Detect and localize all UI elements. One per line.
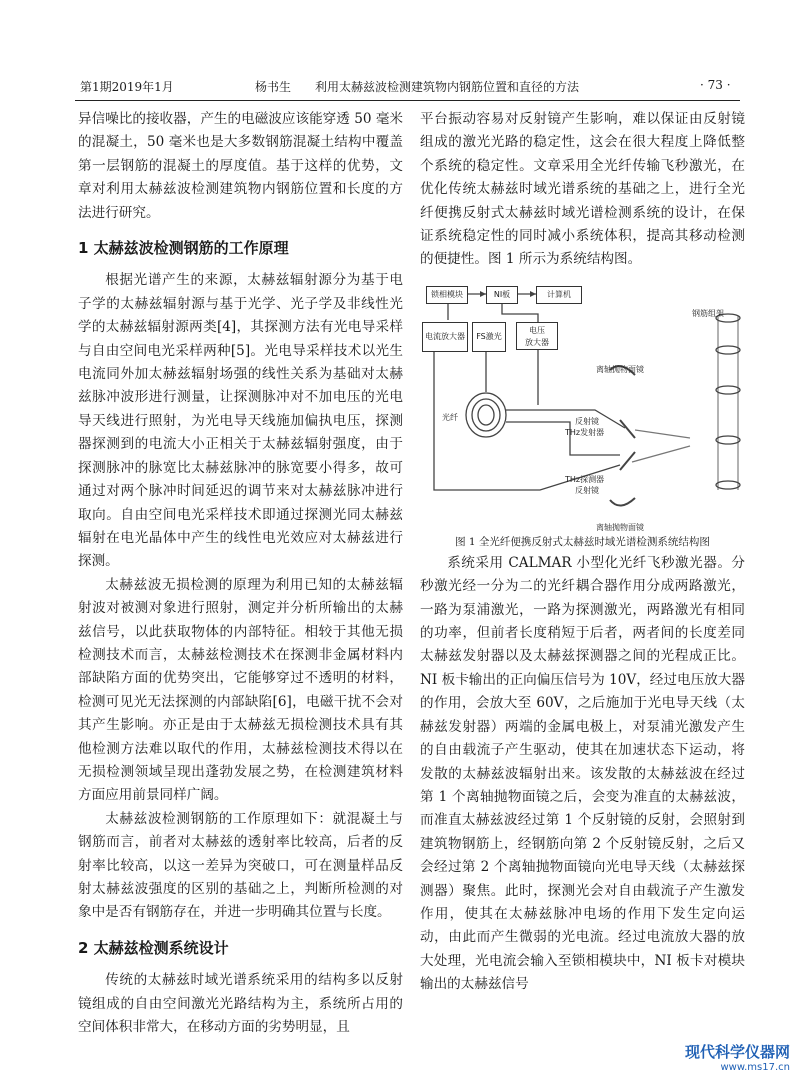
paragraph: 系统采用 CALMAR 小型化光纤飞秒激光器。分秒激光经一分为二的光纤耦合器作用分成两路激光，一路为泵浦激光，一路为探测激光，两路激光有相同的功率，但前者长度稍短于后者，两者间的长度差同太赫兹发射器以及太赫兹探测器之间的光程成正比。NI 板卡输出的正向偏压信号为 10V，经过电压放大器的作用，会放大至 60V，之后施加于光电导天线（太赫兹发射器）两端的金属电极上，对泵浦光激发产生的自由载流子产生驱动，使其在加速状态下运动，将发散的太赫兹波辐射出来。该发散的太赫兹波在经过第 1 个离轴抛物面镜之后，会变为准直的太赫兹波，而准直太赫兹波经过第 1 个反射镜的反射，会照射到建筑物钢筋上，经钢筋向第 2 个反射镜反射，之后又会经过第 2 个离轴抛物面镜向光电导天线（太赫兹探测器）聚焦。此时，探测光会对自由载流子产生激发作用，使其在太赫兹脉冲电场的作用下发生定向运动，由此而产生微弱的光电流。经过电流放大器的放大处理，光电流会输入至锁相模块中，NI 板卡对模块输出的太赫兹信号	[420, 554, 745, 993]
header-rule	[75, 100, 740, 101]
reflector-1-label: 反射镜	[575, 416, 599, 426]
computer-box: 计算机	[536, 286, 582, 304]
figure-caption: 图 1 全光纤便携反射式太赫兹时域光谱检测系统结构图	[455, 535, 710, 548]
paragraph-continuation: 异信噪比的接收器，产生的电磁波应该能穿透 50 毫米的混凝土，50 毫米也是大多数钢筋混凝土结构中覆盖第一层钢筋的混凝土的厚度值。基于这样的优势，文章对利用太赫兹波检测建筑物内钢筋位置和长度的方法进行研究。	[78, 111, 404, 221]
paragraph: 太赫兹波无损检测的原理为利用已知的太赫兹辐射波对被测对象进行照射，测定并分析所输出的太赫兹信号，以此获取物体的内部特征。相较于其他无损检测技术而言，太赫兹检测技术在探测非金属材料内部缺陷方面的优势突出，它能够穿过不透明的材料，检测可见光无法探测的内部缺陷[6]，电磁干扰不会对其产生影响。亦正是由于太赫兹无损检测技术具有其他检测方法难以取代的作用，太赫兹检测技术得以在无损检测领域呈现出蓬勃发展之势，在检测建筑材料方面应用前景同样广阔。	[78, 576, 403, 804]
paragraph: 传统的太赫兹时域光谱系统采用的结构多以反射镜组成的自由空间激光光路结构为主，系统所占用的空间体积非常大，在移动方面的劣势明显，且	[78, 972, 403, 1036]
thz-detector-label: THz探测器	[565, 474, 605, 484]
paragraph-continuation: 平台振动容易对反射镜产生影响，难以保证由反射镜组成的激光光路的稳定性，这会在很大程度上降低整个系统的稳定性。文章采用全光纤传输飞秒激光，在优化传统太赫兹时域光谱系统的基础之上，进行全光纤便携反射式太赫兹时域光谱检测系统的设计，在保证系统稳定性的同时减小系统体积，提高其移动检测的便捷性。图 1 所示为系统结构图。	[420, 111, 745, 268]
current-amplifier-box: 电流放大器	[422, 322, 468, 352]
paragraph: 太赫兹波检测钢筋的工作原理如下：就混凝土与钢筋而言，前者对太赫兹的透射率比较高，后者的反射率比较高，以这一差异为突破口，可在测量样品反射太赫兹波强度的区别的基础之上，判断所检测的对象中是否有钢筋存在，并进一步明确其位置与长度。	[78, 810, 403, 921]
watermark-title: 现代科学仪器网	[684, 1043, 790, 1061]
lockin-module-box: 锁相模块	[426, 286, 468, 304]
figure-system-diagram	[420, 280, 745, 530]
right-column	[420, 108, 745, 997]
header-article-title: 杨书生 利用太赫兹波检测建筑物内钢筋位置和直径的方法	[255, 80, 580, 94]
fs-laser-box: FS激光	[472, 322, 506, 352]
voltage-amplifier-label-2: 放大器	[525, 337, 549, 347]
thz-emitter-label: THz发射器	[565, 427, 605, 437]
mirror-bottom-label: 离轴抛物面镜	[596, 522, 644, 532]
reflector-2-label: 反射镜	[575, 485, 599, 495]
left-column	[78, 108, 403, 1039]
paragraph: 根据光谱产生的来源，太赫兹辐射源分为基于电子学的太赫兹辐射源与基于光学、光子学及非线性光学的太赫兹辐射源两类[4]，其探测方法有光电导采样与自由空间电光采样两种[5]。光电导采样技术以光生电流同外加太赫兹辐射场强的线性关系为基础对太赫兹脉冲波形进行测量，让探测脉冲对不加电压的光电导天线进行照射，为光电导天线施加偏执电压，探测器探测到的电流大小正相关于太赫兹辐射强度，由于探测脉冲的脉宽比太赫兹脉冲的脉宽要小得多，故可通过对两个脉冲时间延迟的调节来对太赫兹脉冲进行取向。自由空间电光采样技术即通过探测光同太赫兹辐射在电光晶体中产生的线性电光效应对太赫兹进行探测。	[78, 272, 403, 570]
ni-board-box: NI板	[486, 286, 518, 304]
voltage-amplifier-box	[516, 322, 558, 350]
voltage-amplifier-label-1: 电压	[529, 325, 545, 335]
fiber-label: 光纤	[442, 412, 458, 422]
watermark-url: www.ms17.cn	[720, 1062, 790, 1073]
mirror-top-label: 离轴抛物面镜	[596, 364, 644, 374]
section-heading-1: 1 太赫兹波检测钢筋的工作原理	[78, 239, 289, 258]
rebar-frame-label: 钢筋组架	[692, 308, 724, 318]
site-watermark	[685, 1041, 790, 1073]
header-page-number: · 73 ·	[700, 78, 731, 92]
section-heading-2: 2 太赫兹检测系统设计	[78, 938, 229, 957]
header-journal-issue: 第1期2019年1月	[80, 80, 174, 94]
